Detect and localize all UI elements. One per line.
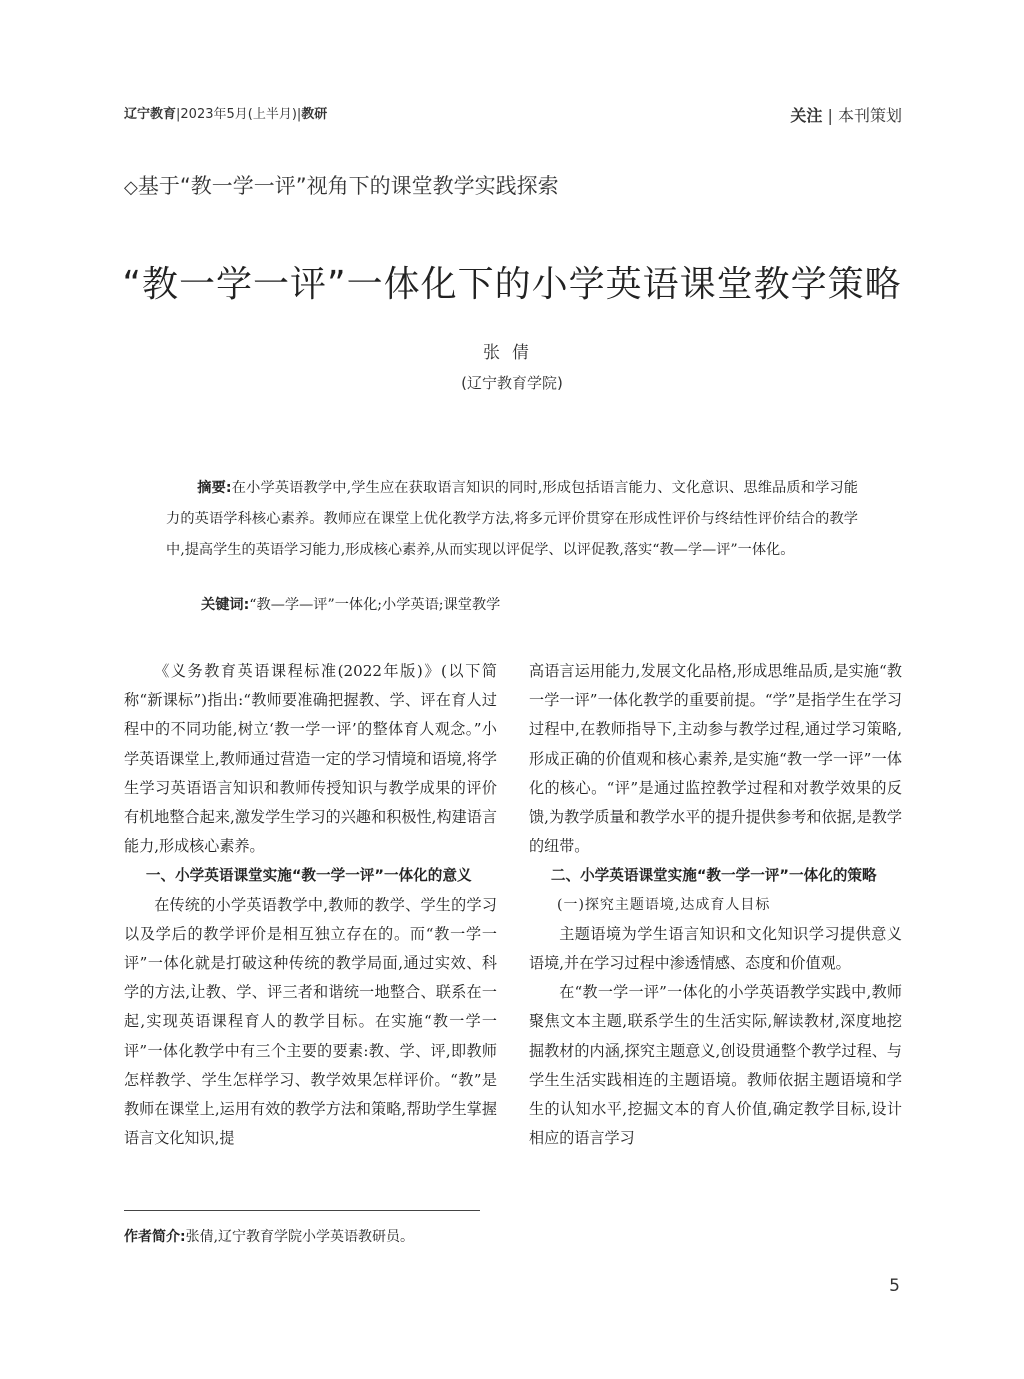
author-affiliation: (辽宁教育学院) bbox=[461, 374, 563, 392]
footnote-text: 张倩,辽宁教育学院小学英语教研员。 bbox=[185, 1229, 415, 1245]
journal-name: 辽宁教育 bbox=[124, 107, 177, 122]
body-paragraph: 在“教一学一评”一体化的小学英语教学实践中,教师聚焦文本主题,联系学生的生活实际,解读教材,深度地挖掘教材的内涵,探究主题意义,创设贯通整个教学过程、与学生生活实践相连的主题语境。教师依据主题语境和学生的认知水平,挖掘文本的育人价值,确定教学目标,设计相应的语言学习 bbox=[529, 983, 902, 1148]
abstract bbox=[166, 473, 858, 566]
article-author: 张倩 bbox=[483, 343, 541, 363]
header-focus-label: 关注 bbox=[790, 106, 823, 125]
section-heading: 二、小学英语课堂实施“教一学一评”一体化的策略 bbox=[550, 867, 877, 885]
author-footnote bbox=[124, 1226, 414, 1246]
body-paragraph: 高语言运用能力,发展文化品格,形成思维品质,是实施“教一学一评”一体化教学的重要前提。“学”是指学生在学习过程中,在教师指导下,主动参与教学过程,通过学习策略,形成正确的价值观和核心素养,是实施“教一学一评”一体化的核心。“评”是通过监控教学过程和对教学效果的反馈,为教学质量和教学水平的提升提供参考和依据,是教学的纽带。 bbox=[529, 662, 902, 856]
issue-date: 2023年5月(上半月) bbox=[180, 107, 297, 122]
header-divider: | bbox=[176, 107, 181, 122]
keywords bbox=[201, 590, 500, 621]
running-header-right bbox=[790, 103, 902, 126]
keywords-label: 关键词: bbox=[201, 597, 250, 613]
body-paragraph: 在传统的小学英语教学中,教师的教学、学生的学习以及学后的教学评价是相互独立存在的。而“教一学一评”一体化就是打破这种传统的教学局面,通过实效、科学的方法,让教、学、评三者和谐统一地整合、联系在一起,实现英语课程育人的教学目标。在实施“教一学一评”一体化教学中有三个主要的要素:教、学、评,即教师怎样教学、学生怎样学习、教学效果怎样评价。“教”是教师在课堂上,运用有效的教学方法和策略,帮助学生掌握语言文化知识,提 bbox=[124, 895, 497, 1148]
section-name: 教研 bbox=[301, 107, 328, 122]
page-number: 5 bbox=[889, 1276, 900, 1296]
keywords-text: “教—学—评”一体化;小学英语;课堂教学 bbox=[249, 597, 501, 613]
subsection-heading: (一)探究主题语境,达成育人目标 bbox=[557, 896, 771, 913]
abstract-text: 在小学英语教学中,学生应在获取语言知识的同时,形成包括语言能力、文化意识、思维品质和学习能力的英语学科核心素养。教师应在课堂上优化教学方法,将多元评价贯穿在形成性评价与终结性评价结合的教学中,提高学生的英语学习能力,形成核心素养,从而实现以评促学、以评促教,落实“教—学—评”一体化。 bbox=[166, 480, 858, 558]
body-paragraph: 主题语境为学生语言知识和文化知识学习提供意义语境,并在学习过程中渗透情感、态度和价值观。 bbox=[529, 924, 902, 973]
header-feature-label: 本刊策划 bbox=[837, 106, 902, 125]
header-divider: | bbox=[822, 106, 838, 125]
section-heading: 一、小学英语课堂实施“教一学一评”一体化的意义 bbox=[145, 867, 472, 885]
running-header bbox=[124, 103, 327, 122]
header-divider: | bbox=[296, 107, 302, 122]
footnote-label: 作者简介: bbox=[124, 1229, 186, 1245]
article-title: “教一学一评”一体化下的小学英语课堂教学策略 bbox=[122, 264, 902, 305]
body-column-left bbox=[124, 657, 497, 1153]
column-heading-text: 基于“教一学一评”视角下的课堂教学实践探索 bbox=[137, 174, 559, 198]
body-column-right bbox=[529, 657, 902, 1153]
diamond-icon: ◇ bbox=[124, 177, 138, 198]
body-paragraph: 《义务教育英语课程标准(2022年版)》(以下简称“新课标”)指出:“教师要准确把握教、学、评在育人过程中的不同功能,树立‘教一学一评’的整体育人观念。”小学英语课堂上,教师通过营造一定的学习情境和语境,将学生学习英语语言知识和教师传授知识与教学成果的评价有机地整合起来,激发学生学习的兴趣和积极性,构建语言能力,形成核心素养。 bbox=[124, 662, 497, 856]
abstract-label: 摘要: bbox=[197, 480, 232, 496]
footnote-divider bbox=[124, 1210, 480, 1211]
column-heading bbox=[124, 170, 559, 200]
